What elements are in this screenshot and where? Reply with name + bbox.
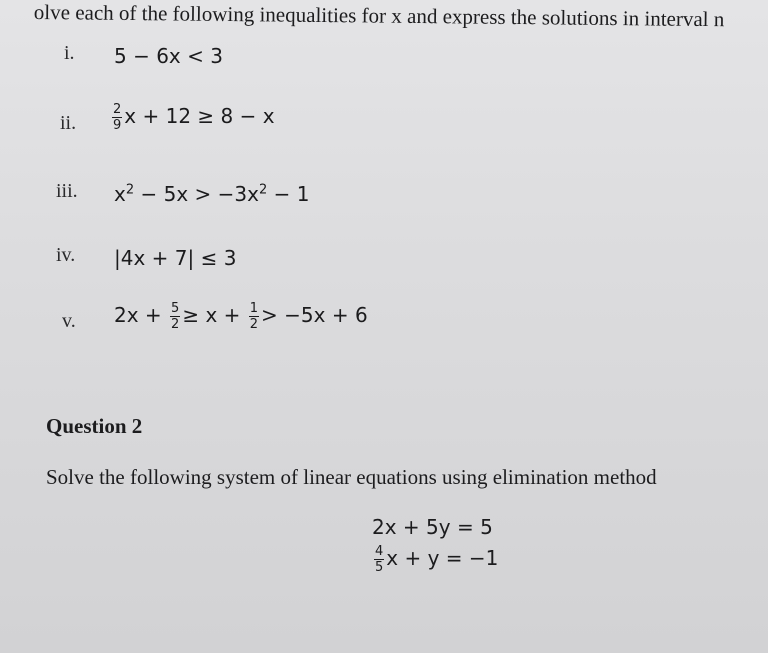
question-2-text: Solve the following system of linear equations using elimination method <box>46 465 657 489</box>
question-2-heading: Question 2 <box>46 414 143 438</box>
fraction-four-fifths: $\frac{4}{5}$ <box>375 544 384 575</box>
fraction-two-ninths: $\frac{2}{9}$ <box>113 102 122 133</box>
equation-1: 2x + 5y = 5 <box>372 515 493 539</box>
fraction-one-half: $\frac{1}{2}$ <box>249 301 259 332</box>
instructions-line: olve each of the following inequalities for x and express the solutions in interval n <box>33 0 725 32</box>
problem-label-iv: iv. <box>56 244 76 266</box>
problem-v-expression: 2x + $\frac{5}{2}$ ≥ x + $\frac{1}{2}$ > −5x + 6 <box>114 301 368 332</box>
problem-iii-expression: $x^2 - 5x > -3x^2 - 1$ <box>114 182 310 206</box>
problem-label-iii: iii. <box>56 180 78 202</box>
problem-iv-expression: |4x + 7| ≤ 3 <box>114 246 237 270</box>
problem-label-ii: ii. <box>60 112 77 134</box>
fraction-five-halves: $\frac{5}{2}$ <box>171 301 180 332</box>
problem-label-i: i. <box>64 42 75 64</box>
problem-label-v: v. <box>62 310 76 332</box>
problem-i-expression: 5 − 6x < 3 <box>114 44 223 68</box>
equation-2: $\frac{4}{5}$ x + y = −1 <box>375 544 499 575</box>
problem-ii-expression: $\frac{2}{9}$ x + 12 ≥ 8 − x <box>113 102 275 133</box>
